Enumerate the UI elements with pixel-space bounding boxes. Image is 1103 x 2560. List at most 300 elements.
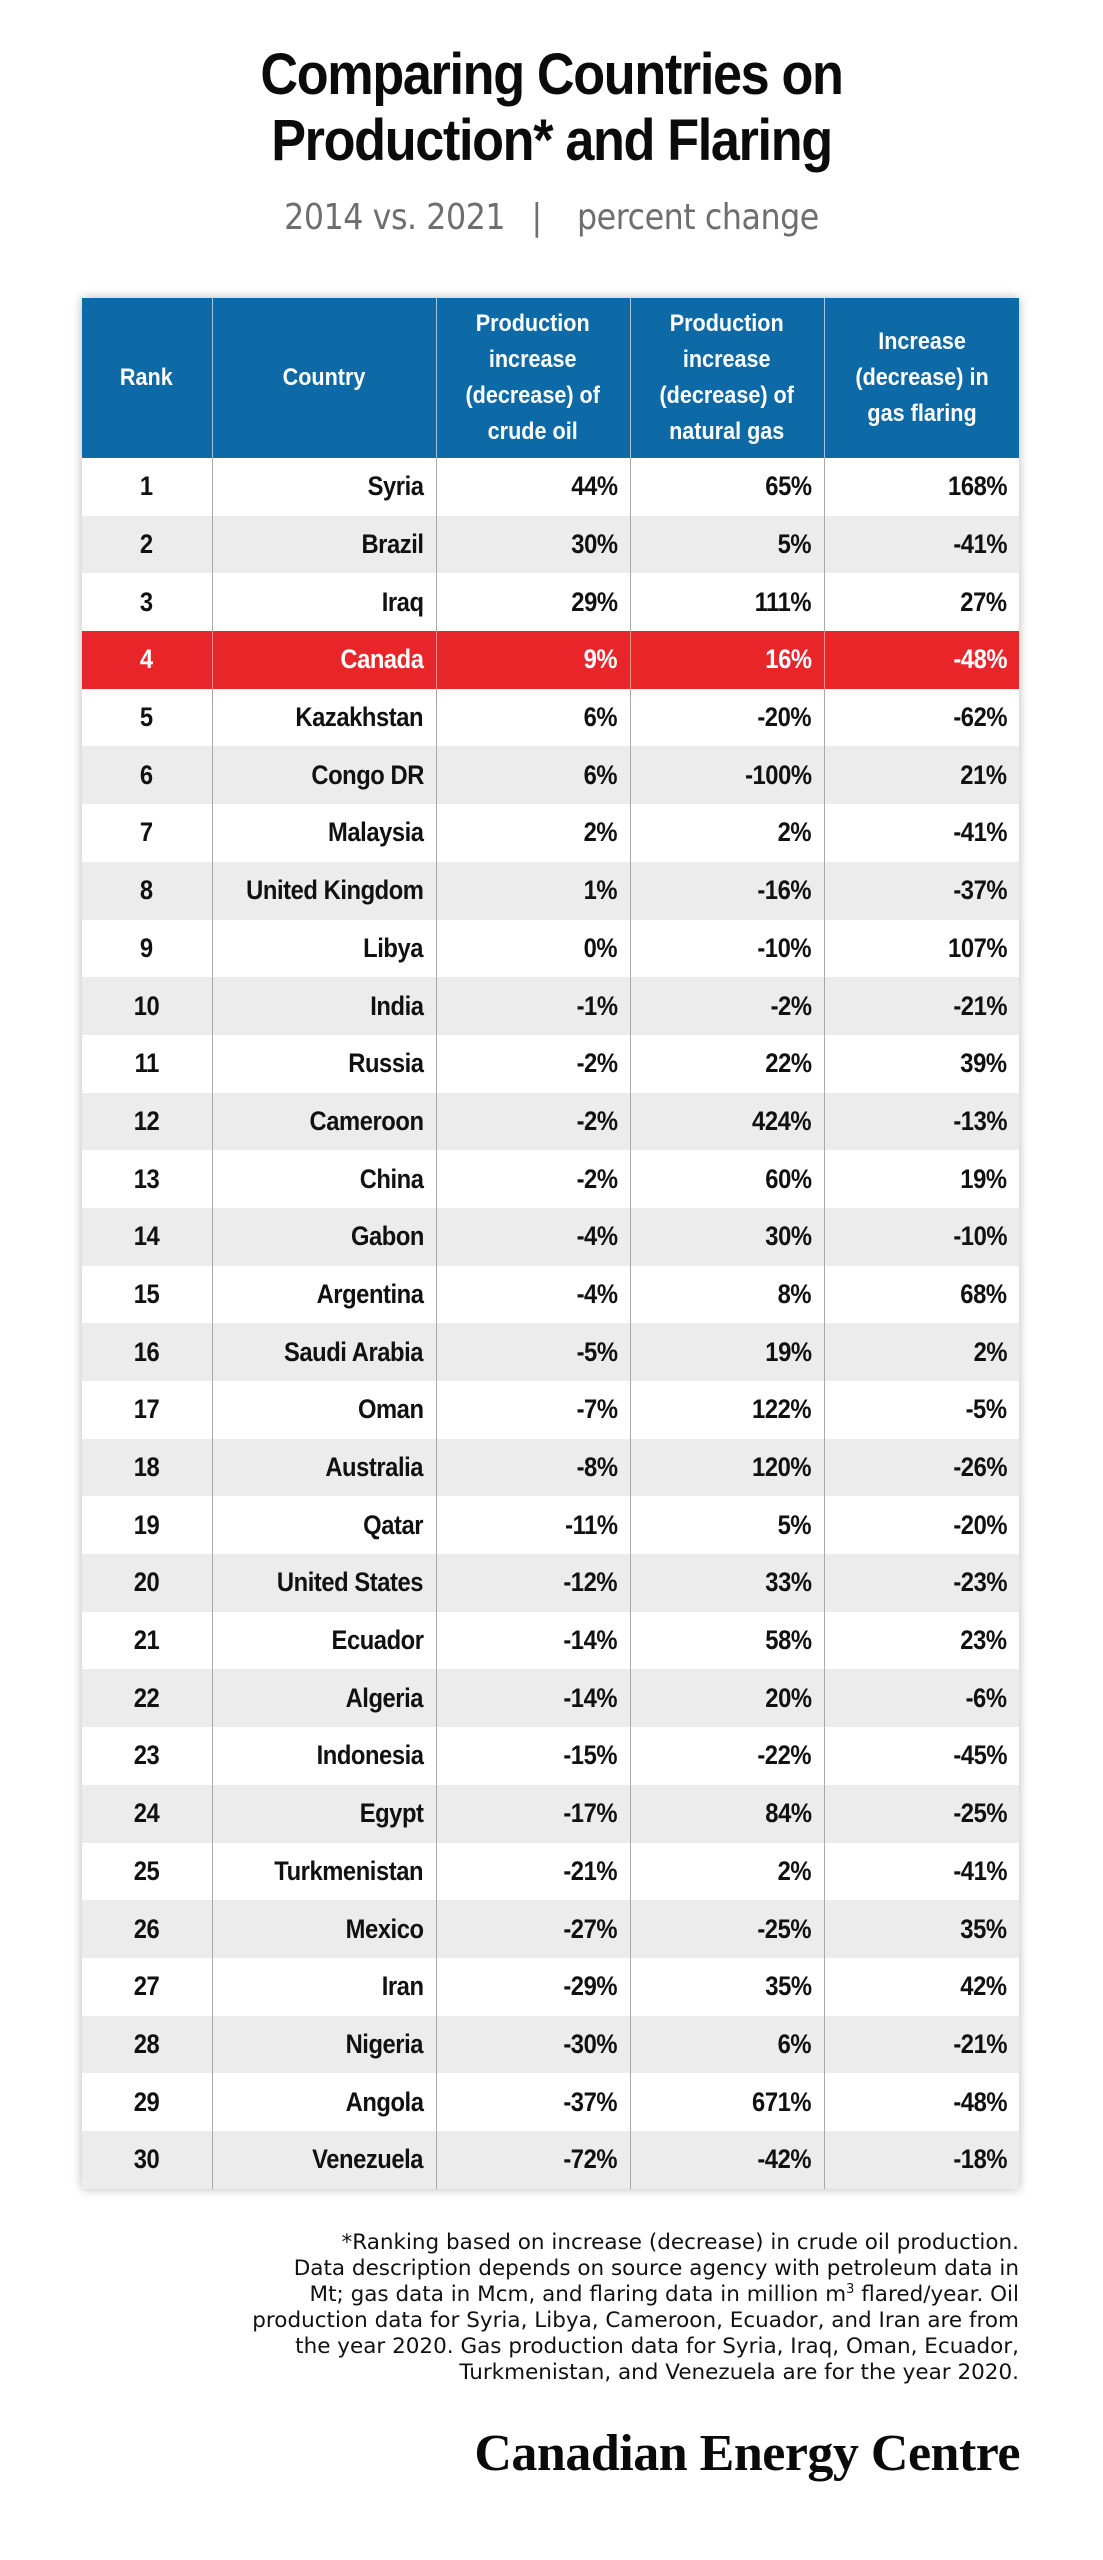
gas-flaring-cell: [824, 1727, 1019, 1785]
natural-gas-cell-value: 30%: [765, 1221, 812, 1252]
rank-cell: [82, 746, 212, 804]
table-row: [82, 746, 1019, 804]
crude-oil-cell: [436, 1554, 630, 1612]
crude-oil-cell: [436, 1093, 630, 1151]
natural-gas-cell: [630, 516, 824, 574]
crude-oil-cell-value: -5%: [576, 1336, 618, 1367]
rank-cell: [82, 573, 212, 631]
rank-cell: [82, 1496, 212, 1554]
crude-oil-cell-value: -11%: [565, 1509, 618, 1540]
natural-gas-cell-value: 19%: [765, 1336, 812, 1367]
rank-cell-value: 10: [133, 990, 160, 1021]
country-cell: [212, 1958, 436, 2016]
rank-cell: [82, 1323, 212, 1381]
crude-oil-cell-value: 2%: [584, 817, 618, 848]
table-row: [82, 573, 1019, 631]
gas-flaring-cell: [824, 1612, 1019, 1670]
rank-cell-value: 19: [133, 1509, 160, 1540]
country-cell-value: Brazil: [361, 529, 424, 560]
crude-oil-cell-value: -2%: [576, 1163, 618, 1194]
gas-flaring-cell-value: 19%: [960, 1163, 1007, 1194]
crude-oil-cell-value: 6%: [584, 759, 618, 790]
country-cell-value: Indonesia: [316, 1740, 424, 1771]
natural-gas-cell-value: 424%: [752, 1105, 812, 1136]
table-row: [82, 1093, 1019, 1151]
natural-gas-cell: [630, 2131, 824, 2189]
natural-gas-cell: [630, 1554, 824, 1612]
gas-flaring-cell-value: -41%: [953, 817, 1007, 848]
country-cell: [212, 920, 436, 978]
country-cell-value: Oman: [357, 1394, 424, 1425]
country-cell: [212, 1093, 436, 1151]
natural-gas-cell-value: 5%: [778, 529, 812, 560]
natural-gas-cell: [630, 573, 824, 631]
table-row: [82, 804, 1019, 862]
rank-cell: [82, 1612, 212, 1670]
natural-gas-cell-value: -20%: [757, 702, 812, 733]
rank-cell-value: 24: [133, 1798, 160, 1829]
rank-cell: [82, 1266, 212, 1324]
natural-gas-cell: [630, 1958, 824, 2016]
rank-cell-value: 7: [140, 817, 154, 848]
rank-cell: [82, 689, 212, 747]
gas-flaring-cell-value: 42%: [960, 1971, 1007, 2002]
footnote-text: Mt; gas data in Mcm, and flaring data in million m: [309, 2282, 847, 2307]
rank-cell: [82, 2016, 212, 2074]
rank-cell: [82, 2073, 212, 2131]
country-cell-value: Qatar: [363, 1509, 424, 1540]
natural-gas-cell: [630, 1439, 824, 1497]
natural-gas-cell: [630, 1035, 824, 1093]
crude-oil-cell-value: -21%: [563, 1855, 618, 1886]
gas-flaring-cell: [824, 2073, 1019, 2131]
natural-gas-cell: [630, 631, 824, 689]
gas-flaring-cell: [824, 1093, 1019, 1151]
country-cell-value: Iran: [381, 1971, 424, 2002]
country-cell-value: Malaysia: [327, 817, 424, 848]
crude-oil-cell-value: -37%: [563, 2086, 618, 2117]
country-cell-value: Ecuador: [331, 1625, 424, 1656]
country-cell-value: Australia: [325, 1452, 424, 1483]
country-cell: [212, 1669, 436, 1727]
natural-gas-cell-value: 111%: [755, 586, 812, 617]
gas-flaring-cell-value: 39%: [960, 1048, 1007, 1079]
crude-oil-cell-value: -1%: [576, 990, 618, 1021]
natural-gas-cell: [630, 1785, 824, 1843]
crude-oil-cell-value: -30%: [563, 2028, 618, 2059]
subtitle-metric: percent change: [576, 197, 819, 238]
rank-cell: [82, 1381, 212, 1439]
rank-cell: [82, 458, 212, 516]
country-cell-value: Egypt: [359, 1798, 424, 1829]
natural-gas-cell-value: 122%: [752, 1394, 812, 1425]
table-body: [82, 458, 1019, 2189]
table-row: [82, 1554, 1019, 1612]
country-cell: [212, 1323, 436, 1381]
table-row: [82, 1323, 1019, 1381]
gas-flaring-cell: [824, 1323, 1019, 1381]
crude-oil-cell-value: 6%: [584, 702, 618, 733]
crude-oil-cell: [436, 1785, 630, 1843]
rank-cell-value: 25: [133, 1855, 160, 1886]
rank-cell-value: 18: [133, 1452, 160, 1483]
header-country: [212, 298, 436, 458]
header-crude-oil-label: Production increase (decrease) of crude oil: [465, 310, 601, 445]
natural-gas-cell: [630, 862, 824, 920]
natural-gas-cell-value: -22%: [757, 1740, 812, 1771]
country-cell-value: Congo DR: [310, 759, 424, 790]
rank-cell-value: 3: [140, 586, 154, 617]
rank-cell: [82, 1150, 212, 1208]
table-row: [82, 516, 1019, 574]
rank-cell-value: 14: [133, 1221, 160, 1252]
country-cell: [212, 2073, 436, 2131]
rank-cell: [82, 862, 212, 920]
country-cell-value: Libya: [363, 932, 424, 963]
table-row: [82, 1150, 1019, 1208]
gas-flaring-cell-value: -48%: [953, 2086, 1007, 2117]
crude-oil-cell-value: 1%: [584, 875, 618, 906]
country-cell: [212, 516, 436, 574]
rank-cell: [82, 1093, 212, 1151]
crude-oil-cell: [436, 1900, 630, 1958]
natural-gas-cell: [630, 746, 824, 804]
crude-oil-cell-value: -8%: [576, 1452, 618, 1483]
crude-oil-cell-value: -14%: [563, 1682, 618, 1713]
natural-gas-cell-value: 20%: [765, 1682, 812, 1713]
country-cell-value: Angola: [345, 2086, 424, 2117]
crude-oil-cell-value: -15%: [563, 1740, 618, 1771]
natural-gas-cell: [630, 1208, 824, 1266]
gas-flaring-cell: [824, 2131, 1019, 2189]
comparison-table: [82, 298, 1019, 2189]
gas-flaring-cell: [824, 1150, 1019, 1208]
crude-oil-cell: [436, 746, 630, 804]
crude-oil-cell-value: -17%: [563, 1798, 618, 1829]
rank-cell-value: 22: [133, 1682, 160, 1713]
gas-flaring-cell-value: 35%: [960, 1913, 1007, 1944]
crude-oil-cell: [436, 804, 630, 862]
gas-flaring-cell-value: -5%: [966, 1394, 1007, 1425]
gas-flaring-cell-value: -6%: [966, 1682, 1007, 1713]
country-cell-value: Gabon: [350, 1221, 424, 1252]
natural-gas-cell-value: 33%: [765, 1567, 812, 1598]
table-row: [82, 977, 1019, 1035]
natural-gas-cell-value: 2%: [778, 1855, 812, 1886]
crude-oil-cell: [436, 1266, 630, 1324]
brand-logo: Canadian Energy Centre: [474, 2425, 1020, 2482]
crude-oil-cell-value: 0%: [584, 932, 618, 963]
gas-flaring-cell: [824, 1496, 1019, 1554]
country-cell: [212, 2131, 436, 2189]
country-cell: [212, 1843, 436, 1901]
gas-flaring-cell: [824, 1439, 1019, 1497]
country-cell: [212, 1150, 436, 1208]
crude-oil-cell: [436, 2131, 630, 2189]
gas-flaring-cell-value: 23%: [960, 1625, 1007, 1656]
natural-gas-cell-value: -2%: [770, 990, 812, 1021]
rank-cell-value: 8: [140, 875, 154, 906]
footnote-text: flared/year. Oil: [854, 2282, 1019, 2307]
country-cell: [212, 1035, 436, 1093]
rank-cell-value: 4: [140, 644, 154, 675]
natural-gas-cell-value: 60%: [765, 1163, 812, 1194]
natural-gas-cell: [630, 2073, 824, 2131]
subtitle: [66, 196, 1037, 240]
crude-oil-cell: [436, 1843, 630, 1901]
gas-flaring-cell-value: -45%: [953, 1740, 1007, 1771]
natural-gas-cell-value: 58%: [765, 1625, 812, 1656]
crude-oil-cell-value: -4%: [576, 1278, 618, 1309]
rank-cell-value: 12: [133, 1105, 160, 1136]
footnote: [219, 2230, 1019, 2386]
gas-flaring-cell: [824, 1900, 1019, 1958]
rank-cell: [82, 516, 212, 574]
country-cell-value: Russia: [348, 1048, 424, 1079]
gas-flaring-cell: [824, 1669, 1019, 1727]
country-cell: [212, 1900, 436, 1958]
natural-gas-cell: [630, 1266, 824, 1324]
gas-flaring-cell-value: -18%: [953, 2144, 1007, 2175]
table-row: [82, 2131, 1019, 2189]
gas-flaring-cell: [824, 1554, 1019, 1612]
header-crude-oil: [436, 298, 630, 458]
table-row: [82, 689, 1019, 747]
table-row: [82, 2073, 1019, 2131]
gas-flaring-cell-value: -41%: [953, 1855, 1007, 1886]
subtitle-separator: |: [531, 197, 542, 238]
crude-oil-cell-value: 9%: [584, 644, 618, 675]
table-row: [82, 1669, 1019, 1727]
gas-flaring-cell-value: -21%: [953, 990, 1007, 1021]
natural-gas-cell: [630, 1150, 824, 1208]
rank-cell-value: 13: [133, 1163, 160, 1194]
crude-oil-cell: [436, 1439, 630, 1497]
table-row: [82, 1785, 1019, 1843]
natural-gas-cell-value: 22%: [765, 1048, 812, 1079]
gas-flaring-cell-value: -48%: [953, 644, 1007, 675]
country-cell-value: Argentina: [316, 1278, 424, 1309]
gas-flaring-cell: [824, 631, 1019, 689]
natural-gas-cell: [630, 1093, 824, 1151]
natural-gas-cell: [630, 1381, 824, 1439]
crude-oil-cell-value: -4%: [576, 1221, 618, 1252]
rank-cell-value: 27: [133, 1971, 160, 2002]
natural-gas-cell: [630, 1900, 824, 1958]
crude-oil-cell-value: -29%: [563, 1971, 618, 2002]
subtitle-period: 2014 vs. 2021: [284, 197, 506, 238]
crude-oil-cell: [436, 2073, 630, 2131]
rank-cell: [82, 1208, 212, 1266]
rank-cell: [82, 2131, 212, 2189]
crude-oil-cell: [436, 1496, 630, 1554]
crude-oil-cell: [436, 516, 630, 574]
country-cell: [212, 1381, 436, 1439]
country-cell-value: Syria: [367, 471, 424, 502]
country-cell-value: India: [370, 990, 424, 1021]
natural-gas-cell-value: 35%: [765, 1971, 812, 2002]
natural-gas-cell-value: 671%: [752, 2086, 812, 2117]
rank-cell: [82, 1843, 212, 1901]
country-cell-value: Turkmenistan: [274, 1855, 424, 1886]
rank-cell: [82, 1035, 212, 1093]
country-cell: [212, 1785, 436, 1843]
rank-cell: [82, 1727, 212, 1785]
natural-gas-cell: [630, 689, 824, 747]
gas-flaring-cell-value: -10%: [953, 1221, 1007, 1252]
rank-cell-value: 26: [133, 1913, 160, 1944]
table-row: [82, 1439, 1019, 1497]
crude-oil-cell: [436, 920, 630, 978]
crude-oil-cell: [436, 631, 630, 689]
footnote-line: [219, 2282, 1019, 2308]
crude-oil-cell: [436, 862, 630, 920]
header-gas-flaring-label: Increase (decrease) in gas flaring: [855, 328, 989, 427]
crude-oil-cell: [436, 1208, 630, 1266]
header-rank: [82, 298, 212, 458]
table-row: [82, 1958, 1019, 2016]
footnote-line: *Ranking based on increase (decrease) in crude oil production.: [341, 2230, 1019, 2255]
crude-oil-cell-value: 29%: [571, 586, 618, 617]
gas-flaring-cell-value: -25%: [953, 1798, 1007, 1829]
gas-flaring-cell-value: -26%: [953, 1452, 1007, 1483]
country-cell-value: United Kingdom: [246, 875, 424, 906]
country-cell-value: Saudi Arabia: [284, 1336, 424, 1367]
rank-cell: [82, 920, 212, 978]
gas-flaring-cell-value: 2%: [973, 1336, 1007, 1367]
title-line-2: Production* and Flaring: [271, 108, 832, 173]
natural-gas-cell: [630, 1727, 824, 1785]
country-cell-value: Canada: [340, 644, 424, 675]
country-cell-value: Kazakhstan: [295, 702, 424, 733]
natural-gas-cell: [630, 977, 824, 1035]
footnote-line: Turkmenistan, and Venezuela are for the year 2020.: [459, 2360, 1019, 2385]
natural-gas-cell: [630, 1843, 824, 1901]
gas-flaring-cell: [824, 689, 1019, 747]
table-row: [82, 920, 1019, 978]
footnote-line: production data for Syria, Libya, Cameroon, Ecuador, and Iran are from: [252, 2308, 1019, 2333]
crude-oil-cell-value: -2%: [576, 1048, 618, 1079]
rank-cell-value: 28: [133, 2028, 160, 2059]
country-cell: [212, 1727, 436, 1785]
natural-gas-cell: [630, 804, 824, 862]
crude-oil-cell: [436, 1381, 630, 1439]
title-line-1: Comparing Countries on: [260, 42, 843, 107]
gas-flaring-cell: [824, 573, 1019, 631]
country-cell-value: Mexico: [345, 1913, 424, 1944]
rank-cell-value: 6: [140, 759, 154, 790]
country-cell: [212, 1439, 436, 1497]
gas-flaring-cell-value: -20%: [953, 1509, 1007, 1540]
country-cell-value: Nigeria: [346, 2028, 424, 2059]
country-cell: [212, 1496, 436, 1554]
country-cell: [212, 1266, 436, 1324]
natural-gas-cell: [630, 1323, 824, 1381]
rank-cell-value: 1: [140, 471, 154, 502]
natural-gas-cell: [630, 1612, 824, 1670]
table-row: [82, 1612, 1019, 1670]
gas-flaring-cell-value: 21%: [960, 759, 1007, 790]
country-cell: [212, 1208, 436, 1266]
table-row: [82, 1266, 1019, 1324]
gas-flaring-cell: [824, 1785, 1019, 1843]
natural-gas-cell-value: 84%: [765, 1798, 812, 1829]
crude-oil-cell-value: 30%: [571, 529, 618, 560]
table-row: [82, 1381, 1019, 1439]
header-country-label: Country: [282, 364, 366, 391]
natural-gas-cell-value: -25%: [757, 1913, 812, 1944]
gas-flaring-cell: [824, 1208, 1019, 1266]
country-cell-value: Cameroon: [309, 1105, 424, 1136]
natural-gas-cell: [630, 1669, 824, 1727]
natural-gas-cell-value: -42%: [757, 2144, 812, 2175]
gas-flaring-cell: [824, 746, 1019, 804]
header-natural-gas: [630, 298, 824, 458]
gas-flaring-cell: [824, 1035, 1019, 1093]
crude-oil-cell-value: -27%: [563, 1913, 618, 1944]
crude-oil-cell: [436, 1150, 630, 1208]
rank-cell: [82, 1669, 212, 1727]
table-row: [82, 1035, 1019, 1093]
gas-flaring-cell-value: 68%: [960, 1278, 1007, 1309]
table-row-highlighted: [82, 631, 1019, 689]
gas-flaring-cell: [824, 804, 1019, 862]
rank-cell: [82, 804, 212, 862]
header-gas-flaring: [824, 298, 1019, 458]
natural-gas-cell: [630, 2016, 824, 2074]
table-row: [82, 1843, 1019, 1901]
natural-gas-cell-value: -100%: [745, 759, 812, 790]
gas-flaring-cell-value: -37%: [953, 875, 1007, 906]
natural-gas-cell-value: 2%: [778, 817, 812, 848]
country-cell-value: United States: [277, 1567, 424, 1598]
gas-flaring-cell: [824, 862, 1019, 920]
rank-cell: [82, 1958, 212, 2016]
crude-oil-cell: [436, 977, 630, 1035]
gas-flaring-cell-value: -13%: [953, 1105, 1007, 1136]
rank-cell: [82, 1900, 212, 1958]
crude-oil-cell: [436, 2016, 630, 2074]
country-cell: [212, 977, 436, 1035]
rank-cell-value: 16: [133, 1336, 160, 1367]
crude-oil-cell: [436, 1727, 630, 1785]
gas-flaring-cell: [824, 1381, 1019, 1439]
gas-flaring-cell: [824, 2016, 1019, 2074]
crude-oil-cell: [436, 1323, 630, 1381]
natural-gas-cell-value: 120%: [752, 1452, 812, 1483]
crude-oil-cell: [436, 689, 630, 747]
header-rank-label: Rank: [120, 364, 174, 391]
crude-oil-cell-value: -14%: [563, 1625, 618, 1656]
gas-flaring-cell: [824, 1958, 1019, 2016]
crude-oil-cell: [436, 1612, 630, 1670]
gas-flaring-cell-value: -23%: [953, 1567, 1007, 1598]
natural-gas-cell-value: -10%: [757, 932, 812, 963]
rank-cell-value: 21: [133, 1625, 160, 1656]
country-cell-value: Iraq: [381, 586, 424, 617]
table-row: [82, 1208, 1019, 1266]
crude-oil-cell-value: -72%: [563, 2144, 618, 2175]
crude-oil-cell-value: -2%: [576, 1105, 618, 1136]
footnote-line: the year 2020. Gas production data for Syria, Iraq, Oman, Ecuador,: [295, 2334, 1019, 2359]
gas-flaring-cell-value: -21%: [953, 2028, 1007, 2059]
rank-cell-value: 29: [133, 2086, 160, 2117]
table-row: [82, 2016, 1019, 2074]
crude-oil-cell: [436, 1958, 630, 2016]
country-cell: [212, 573, 436, 631]
rank-cell-value: 11: [134, 1048, 159, 1079]
rank-cell: [82, 1785, 212, 1843]
